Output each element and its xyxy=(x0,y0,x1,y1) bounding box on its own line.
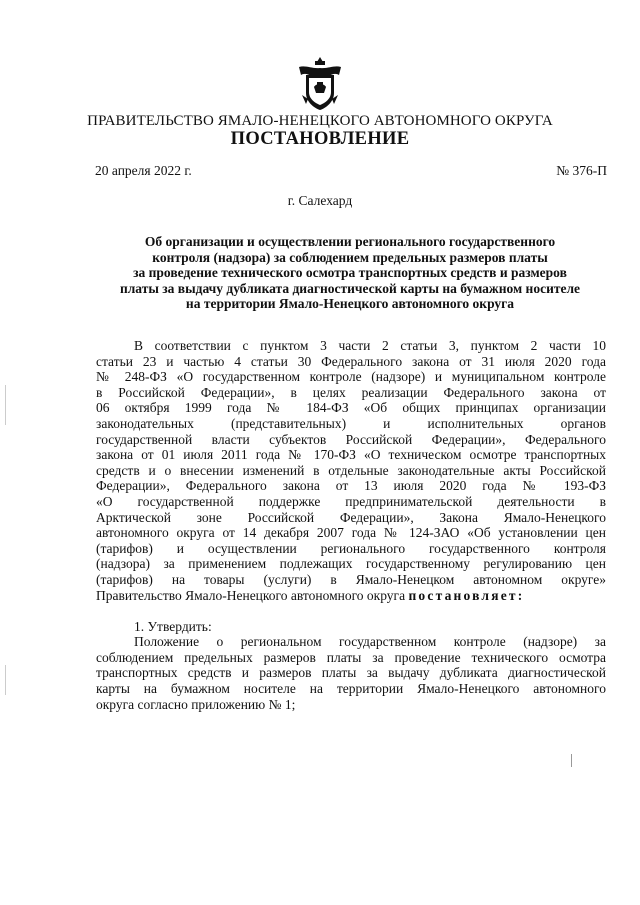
document-number: № 376-П xyxy=(556,163,607,178)
title-line: контроля (надзора) за соблюдением предельных размеров платы xyxy=(152,249,548,265)
preamble-line: статьи 23 и частью 4 статьи 30 Федерального закона от 31 июля 2020 года xyxy=(96,353,606,369)
preamble-line: в Российской Федерации», в целях реализации Федерального закона от xyxy=(96,384,606,400)
preamble-final-line xyxy=(96,588,606,604)
scan-edge-mark xyxy=(5,385,6,425)
item-1-line: карты на бумажном носителе на территории Ямало-Ненецкого автономного xyxy=(96,681,606,697)
item-1-line: Положение о региональном государственном контроле (надзоре) за xyxy=(134,634,606,650)
document-title xyxy=(100,234,600,312)
preamble-line-prefix: Правительство Ямало-Ненецкого автономного округа xyxy=(96,587,406,603)
preamble-line: (надзора) за применением подлежащих государственному регулированию цен xyxy=(96,556,606,572)
preamble-line: «О государственной поддержке предпринимательской деятельности в xyxy=(96,493,606,509)
preamble-line: Федерации», Федерального закона от 13 июля 2020 года № 193-ФЗ xyxy=(96,478,606,494)
item-1-line: соблюдением предельных размеров платы за проведение технического осмотра xyxy=(96,649,606,665)
preamble-line: автономного округа от 14 декабря 2007 года № 124-ЗАО «Об установлении цен xyxy=(96,525,606,541)
document-city: г. Салехард xyxy=(287,193,353,208)
scan-mark xyxy=(571,754,572,767)
preamble-line: 06 октября 1999 года № 184-ФЗ «Об общих принципах организации xyxy=(96,400,606,416)
title-line: платы за выдачу дубликата диагностической карты на бумажном носителе xyxy=(119,280,581,296)
title-line: на территории Ямало-Ненецкого автономного округа xyxy=(185,296,515,311)
preamble-line: закона от 01 июля 2011 года № 170-ФЗ «О техническом осмотре транспортных xyxy=(96,447,606,463)
preamble-line: № 248-ФЗ «О государственном контроле (надзоре) и муниципальном контроле xyxy=(96,369,606,385)
document-type: ПОСТАНОВЛЕНИЕ xyxy=(230,129,410,149)
preamble-line: средств и о внесении изменений в отдельные законодательные акты Российской xyxy=(96,462,606,478)
preamble-line: (тарифов) на товары (услуги) в Ямало-Ненецком автономном округе» xyxy=(96,571,606,587)
scan-edge-mark xyxy=(5,665,6,695)
preamble-line: Арктической зоне Российской Федерации», Закона Ямало-Ненецкого xyxy=(96,509,606,525)
preamble-line: В соответствии с пунктом 3 части 2 статьи 3, пунктом 2 части 10 xyxy=(134,338,606,353)
preamble-line: государственной власти субъектов Российской Федерации», Федерального xyxy=(96,431,606,447)
item-1-heading: 1. Утвердить: xyxy=(134,618,212,634)
document-date: 20 апреля 2022 г. xyxy=(95,163,192,178)
item-1-line: транспортных средств и размеров платы за выдачу дубликата диагностической xyxy=(96,665,606,681)
document-body xyxy=(96,338,606,712)
coat-of-arms-emblem xyxy=(296,55,344,113)
title-line: за проведение технического осмотра транспортных средств и размеров xyxy=(133,265,567,280)
government-name: ПРАВИТЕЛЬСТВО ЯМАЛО-НЕНЕЦКОГО АВТОНОМНОГО ОКРУГА xyxy=(87,113,553,129)
preamble-line: (тарифов) и осуществлении регионального государственного контроля xyxy=(96,540,606,556)
item-1-line: округа согласно приложению № 1; xyxy=(96,696,296,712)
title-line: Об организации и осуществлении регионального государственного xyxy=(144,234,556,249)
preamble-line: законодательных (представительных) и исполнительных органов xyxy=(96,415,606,431)
decree-word: постановляет: xyxy=(408,587,525,603)
